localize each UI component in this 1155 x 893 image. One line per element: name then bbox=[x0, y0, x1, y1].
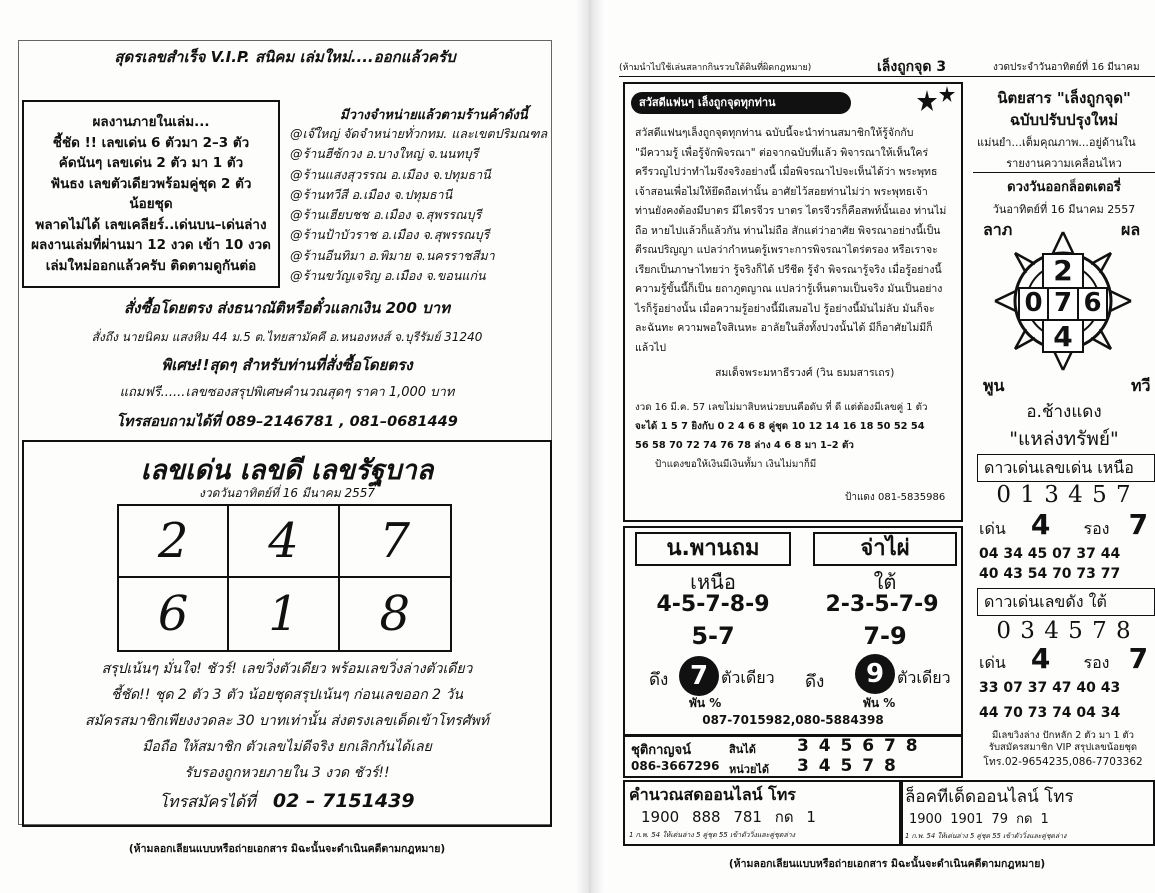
article-line: ความรู้ขั้นนี้ก็เป็น ยถาภูตญาณ แปลว่ารู้เห็นตามเป็นจริง มันเป็นอย่าง bbox=[635, 283, 943, 295]
vip-line1: มีเลขวิ่งล่าง ปักหลัก 2 ตัว มา 1 ตัว bbox=[991, 730, 1135, 741]
south-title: ดาวเด่นเลขดัง ใต้ bbox=[977, 588, 1155, 616]
vip-line3: โทร.02-9654235,086-7703362 bbox=[983, 756, 1143, 768]
panel2-single: ตัวเดียว bbox=[897, 668, 951, 687]
panel2-percent: พัน % bbox=[863, 696, 896, 710]
star-mid-left: 0 bbox=[1024, 288, 1043, 318]
article-body bbox=[635, 124, 965, 358]
draw-block bbox=[635, 398, 965, 474]
south-den-value: 4 bbox=[1030, 642, 1051, 675]
draw-signature: ป้าแดง 081-5835986 bbox=[845, 492, 946, 503]
calc-note: 1 ก.พ. 54 ให้เด่นล่าง 5 คู่ชุด 55 เข้าตัววิ่งและคู่ชุดล่าง bbox=[629, 831, 796, 839]
panel2-dueng-circle: 9 bbox=[855, 654, 895, 694]
south-den-label: เด่น bbox=[979, 653, 1006, 672]
left-footer: (ห้ามลอกเลียนแบบหรือถ่ายเอกสาร มิฉะนั้นจะดำเนินคดีตามกฎหมาย) bbox=[128, 843, 446, 855]
dealer-item: @เจ๊ใหญ่ จัดจำหน่ายทั่วกทม. และเขตปริมณฑล bbox=[290, 126, 548, 141]
lottery-date: งวดวันอาทิตย์ที่ 16 มีนาคม 2557 bbox=[199, 486, 375, 500]
dealer-item: @ร้านฮีซ้กวง อ.บางใหญ่ จ.นนทบุรี bbox=[290, 146, 479, 162]
chang-sub: "แหล่งทรัพย์" bbox=[1009, 428, 1119, 450]
results-line: ผลงานภายในเล่ม... bbox=[92, 114, 210, 130]
star-labha: ลาภ bbox=[983, 220, 1013, 239]
article-line: เจ้าสอนเพื่อไม่ให้ยึดถือเท่านั้น อาศัยไว้สอยท่านไม่ว่า พระพุทธเจ้า bbox=[635, 185, 928, 198]
draw-line: 56 58 70 72 74 76 78 ล่าง 4 6 8 มา 1–2 ตัว bbox=[635, 440, 854, 451]
star-bottom-number: 4 bbox=[1053, 320, 1073, 353]
lock-title: ล็อคทีเด็ดออนไลน์ โทร bbox=[905, 787, 1074, 807]
star-phon: ผล bbox=[1121, 220, 1141, 239]
grid-cell: 7 bbox=[340, 506, 450, 578]
panel1-seq: 4-5-7-8-9 bbox=[656, 592, 770, 617]
panel2-title: จ่าไผ่ bbox=[813, 532, 957, 566]
signup-phone-label: โทรสมัครได้ที่ bbox=[159, 792, 256, 811]
dealer-item: @ร้านป้าบัวราช อ.เมือง จ.สุพรรณบุรี bbox=[290, 227, 490, 243]
south-den-row bbox=[979, 642, 1155, 676]
order-block bbox=[22, 293, 552, 437]
panel1-single: ตัวเดียว bbox=[721, 668, 775, 687]
panel1-title: น.พานถม bbox=[635, 532, 791, 566]
panel2-pair: 7-9 bbox=[863, 622, 907, 650]
south-rong-value: 7 bbox=[1128, 642, 1149, 675]
results-list bbox=[24, 112, 278, 276]
north-rong-label: รอง bbox=[1083, 519, 1110, 538]
panel1-percent: พัน % bbox=[689, 696, 722, 710]
grid-cell: 2 bbox=[119, 506, 229, 578]
article-line: ละฉันทะ ความพอใจสิเนหะ อาลัยในสิ่งทั้งปวงนั้นได้ มีก็อาศัยไม่มีก็ bbox=[635, 322, 933, 334]
right-footer: (ห้ามลอกเลียนแบบหรือถ่ายเอกสาร มิฉะนั้นจะดำเนินคดีตามกฎหมาย) bbox=[728, 858, 1046, 870]
lock-number: 1900 1901 79 กด 1 bbox=[909, 812, 1049, 827]
dealers-heading: มีวางจำหน่ายแล้วตามร้านค้าดังนี้ bbox=[340, 108, 528, 123]
star-thawi: ทวี bbox=[1131, 376, 1151, 395]
article-author: สมเด็จพระมหาธีรวงศ์ (วิน ธมมสารเถร) bbox=[715, 367, 895, 379]
article-line: ถือ หายไปแล้วก็แล้วกัน ท่านไม่ถือ สักแต่ว่าอาศัย พิจรณาอย่างนี้เป็น bbox=[635, 224, 941, 237]
article-line: ท่านยังคงต้องมีบาตร มีไตรจีวร บาตร ไตรจีวรก็คือสพท์นั้นเอง ท่านไม่ bbox=[635, 205, 947, 217]
results-line: ผลงานเล่มที่ผ่านมา 12 งวด เข้า 10 งวด bbox=[31, 237, 271, 253]
order-bonus: แถมฟรี......เลขซองสรุปพิเศษคำนวณสุดๆ ราคา 1,000 บาท bbox=[119, 385, 455, 400]
north-den-value: 4 bbox=[1030, 508, 1051, 541]
chut-top-digits: 3 4 5 6 7 8 bbox=[797, 736, 920, 756]
star-date: วันอาทิตย์ที่ 16 มีนาคม 2557 bbox=[992, 203, 1136, 216]
north-title: ดาวเด่นเลขเด่น เหนือ bbox=[977, 454, 1155, 482]
results-line: ฟันธง เลขตัวเดียวพร้อมคู่ชุด 2 ตัว bbox=[50, 175, 252, 192]
order-special: พิเศษ!!สุดๆ สำหรับท่านที่สั่งซื้อโดยตรง bbox=[161, 356, 413, 374]
star-title: ดวงวันออกล็อตเตอรี่ bbox=[1007, 180, 1121, 195]
right-page bbox=[605, 0, 1155, 893]
chut-bottom-digits: 3 4 5 7 8 bbox=[797, 756, 898, 776]
north-den-label: เด่น bbox=[979, 519, 1006, 538]
signup-phone bbox=[22, 790, 552, 815]
page-gutter bbox=[575, 0, 605, 893]
mag-title: นิตยสาร "เล็งถูกจุด" bbox=[997, 89, 1131, 107]
draw-line: ป้าแดงขอให้เงินมีเงินทั้มา เงินไม่มาก็มี bbox=[655, 459, 817, 470]
panel1-dueng: ดึง bbox=[649, 670, 669, 690]
grid-cell: 4 bbox=[229, 506, 339, 578]
chut-unit-label: หน่วยได้ bbox=[729, 763, 770, 776]
mag-line2: รายงานความเคลื่อนไหว bbox=[1006, 157, 1122, 170]
panel1-sub: เหนือ bbox=[690, 570, 736, 594]
grid-cell: 8 bbox=[379, 586, 411, 642]
grid-cell: 6 bbox=[119, 578, 229, 650]
chut-lead-label: สินได้ bbox=[729, 743, 756, 756]
signup-phone-number: 02 – 7151439 bbox=[272, 790, 415, 812]
north-rong-value: 7 bbox=[1128, 508, 1149, 541]
results-line: พลาดไม่ได้ เลขเคลียร์..เด่นบน–เด่นล่าง bbox=[35, 216, 267, 233]
left-page bbox=[0, 0, 575, 893]
calc-number: 1900 888 781 กด 1 bbox=[641, 808, 816, 826]
right-header-right: งวดประจำวันอาทิตย์ที่ 16 มีนาคม bbox=[993, 62, 1140, 73]
lottery-grid bbox=[117, 504, 452, 652]
draw-line: จะได้ 1 5 7 ยิงกับ 0 2 4 6 8 คู่ชุด 10 12 14 16 18 50 52 54 bbox=[635, 421, 925, 432]
results-line: คัดนันๆ เลขเด่น 2 ตัว มา 1 ตัว bbox=[58, 155, 244, 171]
results-line: เล่มใหม่ออกแล้วครับ ติดตามดูกันต่อ bbox=[45, 257, 257, 274]
star-mid-center: 7 bbox=[1053, 288, 1073, 318]
star-mid-right: 6 bbox=[1083, 288, 1102, 318]
order-address: สั่งถึง นายนิคม แสงหิม 44 ม.5 ต.ไทยสามัคคี อ.หนองหงส์ จ.บุรีรัมย์ 31240 bbox=[91, 330, 483, 344]
chang-name: อ.ช้างแดง bbox=[1026, 402, 1102, 422]
panel2-sub: ใต้ bbox=[873, 570, 897, 594]
grid-cell: 1 bbox=[229, 578, 339, 650]
calc-title: คำนวณสดออนไลน์ โทร bbox=[629, 785, 796, 804]
north-digits: 0 1 3 4 5 7 bbox=[996, 482, 1132, 508]
dealer-item: @ร้านอีนทิมา อ.พิมาย จ.นครราชสีมา bbox=[290, 247, 495, 263]
star-burst-icon bbox=[915, 86, 959, 118]
article-line: แล้วไป bbox=[635, 341, 667, 354]
star-top-number: 2 bbox=[1053, 254, 1073, 287]
dealers-list bbox=[290, 124, 560, 286]
panel-phones: 087-7015982,080-5884398 bbox=[702, 713, 884, 727]
right-header-center: เล็งถูกจุด 3 bbox=[877, 59, 947, 75]
article-line: ตีรณปริญญา แปลว่ากำหนดรู้เพราะการพิจรณาไตร่ตรอง หรือเราจะ bbox=[635, 244, 938, 256]
article-line: สวัสดีแฟนๆเล็งถูกจุดทุกท่าน ฉบับนี้จะนำท่านสมาชิกให้รู้จักกับ bbox=[635, 127, 914, 139]
mag-rule bbox=[973, 172, 1155, 173]
article-line: ไรก็รู้อย่างนั้น เมื่อความรู้อย่างนี้มีเสมอไป รู้อย่างนี้มันไม่ลับ มันก็จะ bbox=[635, 302, 935, 315]
results-line: น้อยชุด bbox=[129, 196, 173, 212]
results-line: ชี้ชัด !! เลขเด่น 6 ตัวมา 2–3 ตัว bbox=[52, 134, 250, 151]
south-rong-label: รอง bbox=[1083, 653, 1110, 672]
promo-block bbox=[22, 656, 552, 786]
dealer-item: @ร้านแสงสุวรรณ อ.เมือง จ.ปทุมธานี bbox=[290, 166, 491, 182]
mag-sub: ฉบับปรับปรุงใหม่ bbox=[1009, 111, 1119, 129]
panel1-dueng-circle: 7 bbox=[679, 656, 719, 696]
promo-line: มือถือ ให้สมาชิก ตัวเลขไม่ดีจริง ยกเลิกกันได้เลย bbox=[142, 739, 432, 755]
promo-line: สมัครสมาชิกเพียงงวดละ 30 บาทเท่านั้น ส่งตรงเลขเด็ดเข้าโทรศัพท์ bbox=[85, 713, 489, 729]
draw-line: งวด 16 มี.ค. 57 เลขไม่มาสิบหน่วยบนคือดับ ที่ ดี แต่ต้องมีเลขคู่ 1 ตัว bbox=[635, 402, 928, 413]
north-pairs2: 40 43 54 70 73 77 bbox=[979, 566, 1121, 582]
article-line: ครีรวญไปว่าทำไมจึงจริงอย่างนี้ เมื่อพิจรณาไปจะเห็นได้ว่า พระพุทธ bbox=[635, 166, 938, 178]
star-phun: พูน bbox=[983, 376, 1005, 395]
south-pairs1: 33 07 37 47 40 43 bbox=[979, 680, 1121, 696]
panel1-pair: 5-7 bbox=[691, 622, 735, 650]
north-pairs1: 04 34 45 07 37 44 bbox=[979, 546, 1121, 562]
order-phone: โทรสอบถามได้ที่ 089–2146781 , 081–0681449 bbox=[116, 414, 458, 430]
promo-line: ชี้ชัด!! ชุด 2 ตัว 3 ตัว น้อยชุดสรุปเน้นๆ ก่อนเลขออก 2 วัน bbox=[111, 687, 463, 703]
panel2-seq: 2-3-5-7-9 bbox=[825, 592, 939, 617]
right-header-left: (ห้ามนำไปใช้เล่นสลากกินรวบใต้ดินที่ผิดกฎหมาย) bbox=[619, 63, 812, 73]
left-banner: สุดรเลขสำเร็จ V.I.P. สนิคม เล่มใหม่....ออกแล้วครับ bbox=[114, 48, 456, 66]
dealer-item: @ร้านทวีสี อ.เมือง จ.ปทุมธานี bbox=[290, 186, 453, 202]
vip-block bbox=[971, 730, 1155, 770]
lock-note: 1 ก.พ. 54 ให้เด่นล่าง 5 คู่ชุด 55 เข้าตัววิ่งและคู่ชุดล่าง bbox=[905, 832, 1067, 840]
south-pairs2: 44 70 73 74 04 34 bbox=[979, 705, 1121, 721]
lottery-title: เลขเด่น เลขดี เลขรัฐบาล bbox=[140, 455, 434, 486]
dealer-item: @ร้านขวัญเจริญ อ.เมือง จ.ขอนแก่น bbox=[290, 268, 486, 284]
north-den-row bbox=[979, 508, 1155, 542]
panel2-dueng: ดึง bbox=[805, 672, 825, 692]
order-line: สั่งซื้อโดยตรง ส่งธนาณัติหรือตั๋วแลกเงิน 200 บาท bbox=[124, 299, 450, 317]
article-line: "มีความรู้ เพื่อรู้จักพิจรณา" ต่อจากฉบับที่แล้ว พิจารณาให้เห็นใคร่ bbox=[635, 146, 929, 159]
promo-line: สรุปเน้นๆ มั่นใจ! ชัวร์! เลขวิ่งตัวเดียว พร้อมเลขวิ่งล่างตัวเดียว bbox=[101, 661, 473, 677]
mag-line1: แม่นยำ...เต็มคุณภาพ...อยู่ด้านใน bbox=[977, 136, 1136, 149]
chut-name: ชุติกาญจน์ bbox=[631, 743, 692, 758]
chut-phone: 086-3667296 bbox=[631, 759, 720, 773]
south-digits: 0 3 4 5 7 8 bbox=[996, 618, 1132, 644]
article-line: เรียกเป็นภาษาไทยว่า รู้จริงก็ได้ ปรีชีต รู้จำ พิจรณารู้จริง เมื่อรู้อย่างนี้ bbox=[635, 263, 942, 276]
vip-line2: รับสมัครสมาชิก VIP สรุปเลขน้อยชุด bbox=[988, 742, 1138, 753]
dealer-item: @ร้านเฮียบชช อ.เมือง จ.สุพรรณบุรี bbox=[290, 207, 482, 223]
header-rule bbox=[619, 76, 1155, 77]
promo-line: รับรองถูกหวยภายใน 3 งวด ชัวร์!! bbox=[184, 765, 390, 781]
article-tag: สวัสดีแฟนๆ เล็งถูกจุดทุกท่าน bbox=[631, 92, 851, 114]
